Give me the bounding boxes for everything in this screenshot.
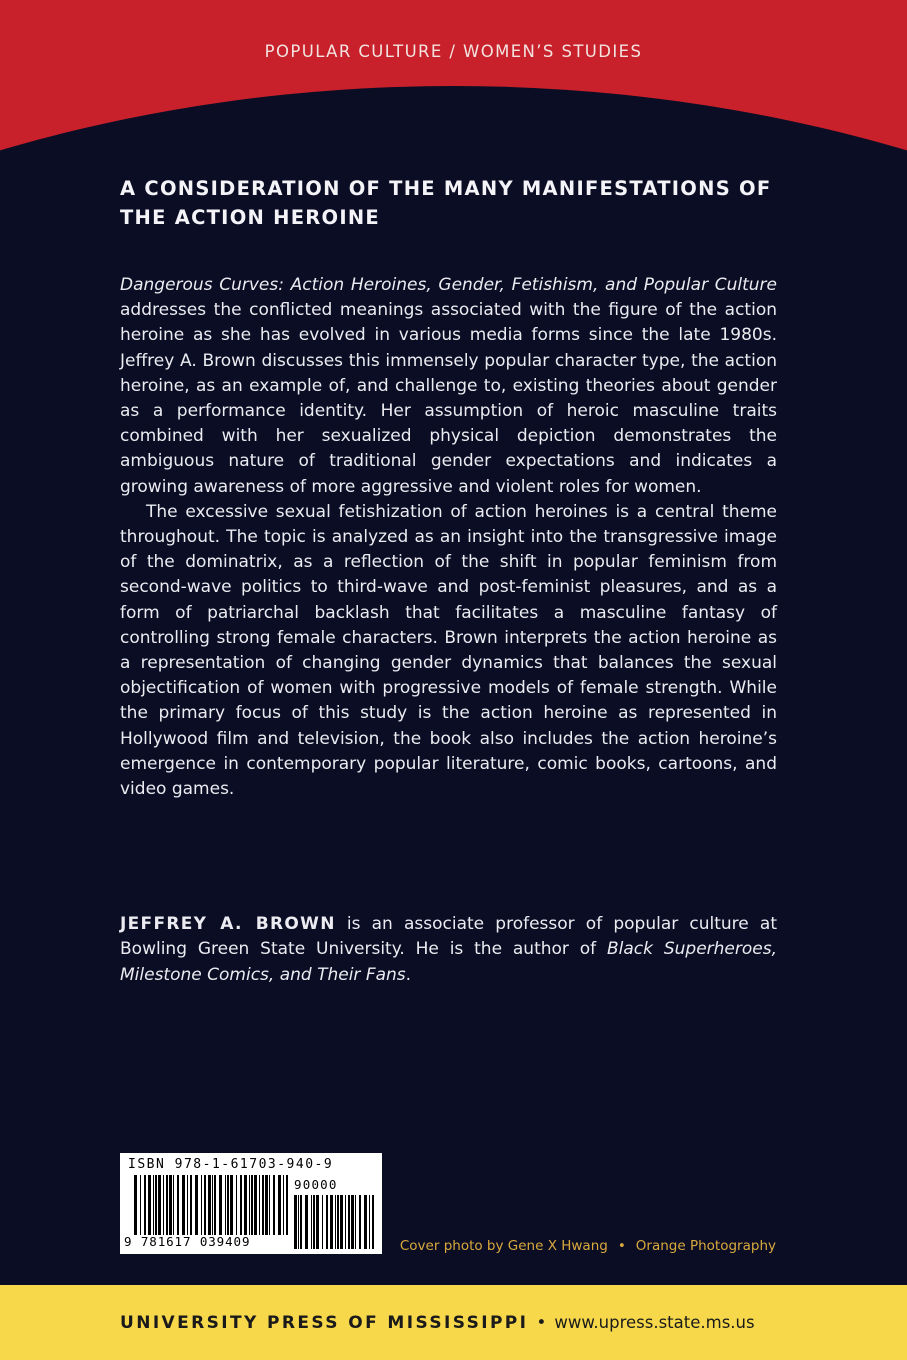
barcode-bar — [144, 1175, 146, 1235]
photo-credit-studio: Orange Photography — [635, 1238, 776, 1254]
barcode-bar — [134, 1175, 137, 1235]
description-paragraph-2: The excessive sexual fetishization of action heroines is a central theme throughout. The topic is analyzed as an insight into the transgressive image of the dominatrix, as a reflection of the shift in popular feminism from second-wave politics to third-wave and post-feminist pleasures, and as a form of patriarchal backlash that facilitates a masculine fantasy of controlling strong female characters. Brown interprets the action heroine as a representation of changing gender dynamics that balances the sexual objectification of women with progressive models of female strength. While the primary focus of this study is the action heroine as represented in Hollywood film and television, the book also includes the action heroine’s emergence in contemporary popular literature, comic books, cartoons, and video games. — [120, 501, 777, 800]
author-bio-text: is an associate professor of popular culture at Bowling Green State University. He is the author of — [120, 914, 777, 960]
isbn-label: ISBN 978-1-61703-940-9 — [128, 1157, 334, 1172]
barcode-bar — [369, 1195, 370, 1249]
barcode-bar — [177, 1175, 179, 1235]
author-bio — [120, 912, 777, 988]
barcode-bar — [140, 1175, 141, 1235]
barcode-bar — [294, 1195, 297, 1249]
barcode-bar — [163, 1175, 164, 1235]
barcode-bar — [372, 1195, 374, 1249]
publisher-website[interactable]: www.upress.state.ms.us — [554, 1313, 755, 1332]
barcode-bar — [254, 1175, 257, 1235]
barcode-bar — [166, 1175, 168, 1235]
barcode-bar — [298, 1195, 299, 1249]
barcode-bar — [269, 1175, 270, 1235]
other-book-title: Black Superheroes, Milestone Comics, and Their Fans — [120, 939, 777, 985]
barcode-bar — [195, 1175, 198, 1235]
isbn-barcode — [120, 1153, 382, 1254]
barcode-bar — [148, 1175, 151, 1235]
barcode-bar — [351, 1195, 354, 1249]
barcode-bar — [187, 1175, 188, 1235]
barcode-bar — [273, 1175, 275, 1235]
barcode-bar — [311, 1195, 312, 1249]
barcode-bar — [340, 1195, 343, 1249]
barcode-bar — [204, 1175, 206, 1235]
barcode-bar — [158, 1175, 161, 1235]
price-code: 90000 — [294, 1177, 338, 1192]
publisher-name: UNIVERSITY PRESS OF MISSISSIPPI — [120, 1313, 529, 1333]
barcode-bar — [201, 1175, 202, 1235]
barcode-bar — [355, 1195, 356, 1249]
barcode-bar — [345, 1195, 346, 1249]
barcode-bar — [359, 1195, 361, 1249]
paragraph-1-text: addresses the conflicted meanings associated with the figure of the action heroine as she has evolved in various media forms since the late 1980s. Jeffrey A. Brown discusses this immensely popular character type, the action heroine, as an example of, and challenge to, existing theories about gender as a performance identity. Her assumption of heroic masculine traits combined with her sexualized physical depiction demonstrates the ambiguous nature of traditional gender expectations and indicates a growing awareness of more aggressive and violent roles for women. — [120, 300, 777, 497]
barcode-bar — [283, 1175, 284, 1235]
barcode-bar — [208, 1175, 211, 1235]
bullet-separator: • — [617, 1238, 626, 1254]
barcode-bar — [219, 1175, 222, 1235]
barcode-bar — [278, 1175, 281, 1235]
barcode-bar — [214, 1175, 216, 1235]
barcode-bar — [326, 1195, 328, 1249]
description-paragraph-1 — [120, 273, 777, 500]
barcode-bar — [313, 1195, 315, 1249]
barcode-bar — [364, 1195, 367, 1249]
barcode-bar — [305, 1195, 308, 1249]
publisher-footer — [120, 1313, 755, 1333]
barcode-bar — [227, 1175, 229, 1235]
footer-separator: • — [536, 1313, 547, 1333]
headline: A CONSIDERATION OF THE MANY MANIFESTATIONS OF THE ACTION HEROINE — [120, 177, 772, 229]
main-content — [120, 174, 777, 988]
barcode-bar — [244, 1175, 247, 1235]
barcode-bar — [337, 1195, 339, 1249]
barcode-bar — [173, 1175, 174, 1235]
barcode-bar — [155, 1175, 157, 1235]
barcode-bar — [330, 1195, 333, 1249]
barcode-bar — [225, 1175, 226, 1235]
barcode-bar — [259, 1175, 260, 1235]
book-title: Dangerous Curves: Action Heroines, Gender, Fetishism, and Popular Culture — [120, 275, 777, 295]
barcode-bar — [236, 1175, 237, 1235]
photo-credit-photographer: Cover photo by Gene X Hwang — [399, 1238, 608, 1254]
barcode-bar — [348, 1195, 350, 1249]
category-label: POPULAR CULTURE / WOMEN’S STUDIES — [264, 42, 643, 61]
barcode-bar — [169, 1175, 172, 1235]
barcode-bar — [251, 1175, 253, 1235]
barcode-bar — [249, 1175, 250, 1235]
barcode-bar — [335, 1195, 336, 1249]
author-bio-end: . — [405, 964, 412, 985]
barcode-bar — [230, 1175, 233, 1235]
photo-credit — [400, 1238, 776, 1254]
barcode-bar — [240, 1175, 242, 1235]
barcode-bar — [212, 1175, 213, 1235]
bottom-yellow-band — [0, 1285, 907, 1360]
author-name: JEFFREY A. BROWN — [120, 914, 336, 935]
barcode-bar — [262, 1175, 264, 1235]
barcode-bar — [286, 1175, 288, 1235]
barcode-bar — [265, 1175, 268, 1235]
barcode-bar — [322, 1195, 323, 1249]
barcode-bar — [182, 1175, 185, 1235]
barcode-bar — [316, 1195, 319, 1249]
barcode-bar — [190, 1175, 192, 1235]
barcode-digits: 9 781617 039409 — [124, 1234, 251, 1249]
barcode-bar — [153, 1175, 154, 1235]
barcode-bar — [300, 1195, 302, 1249]
